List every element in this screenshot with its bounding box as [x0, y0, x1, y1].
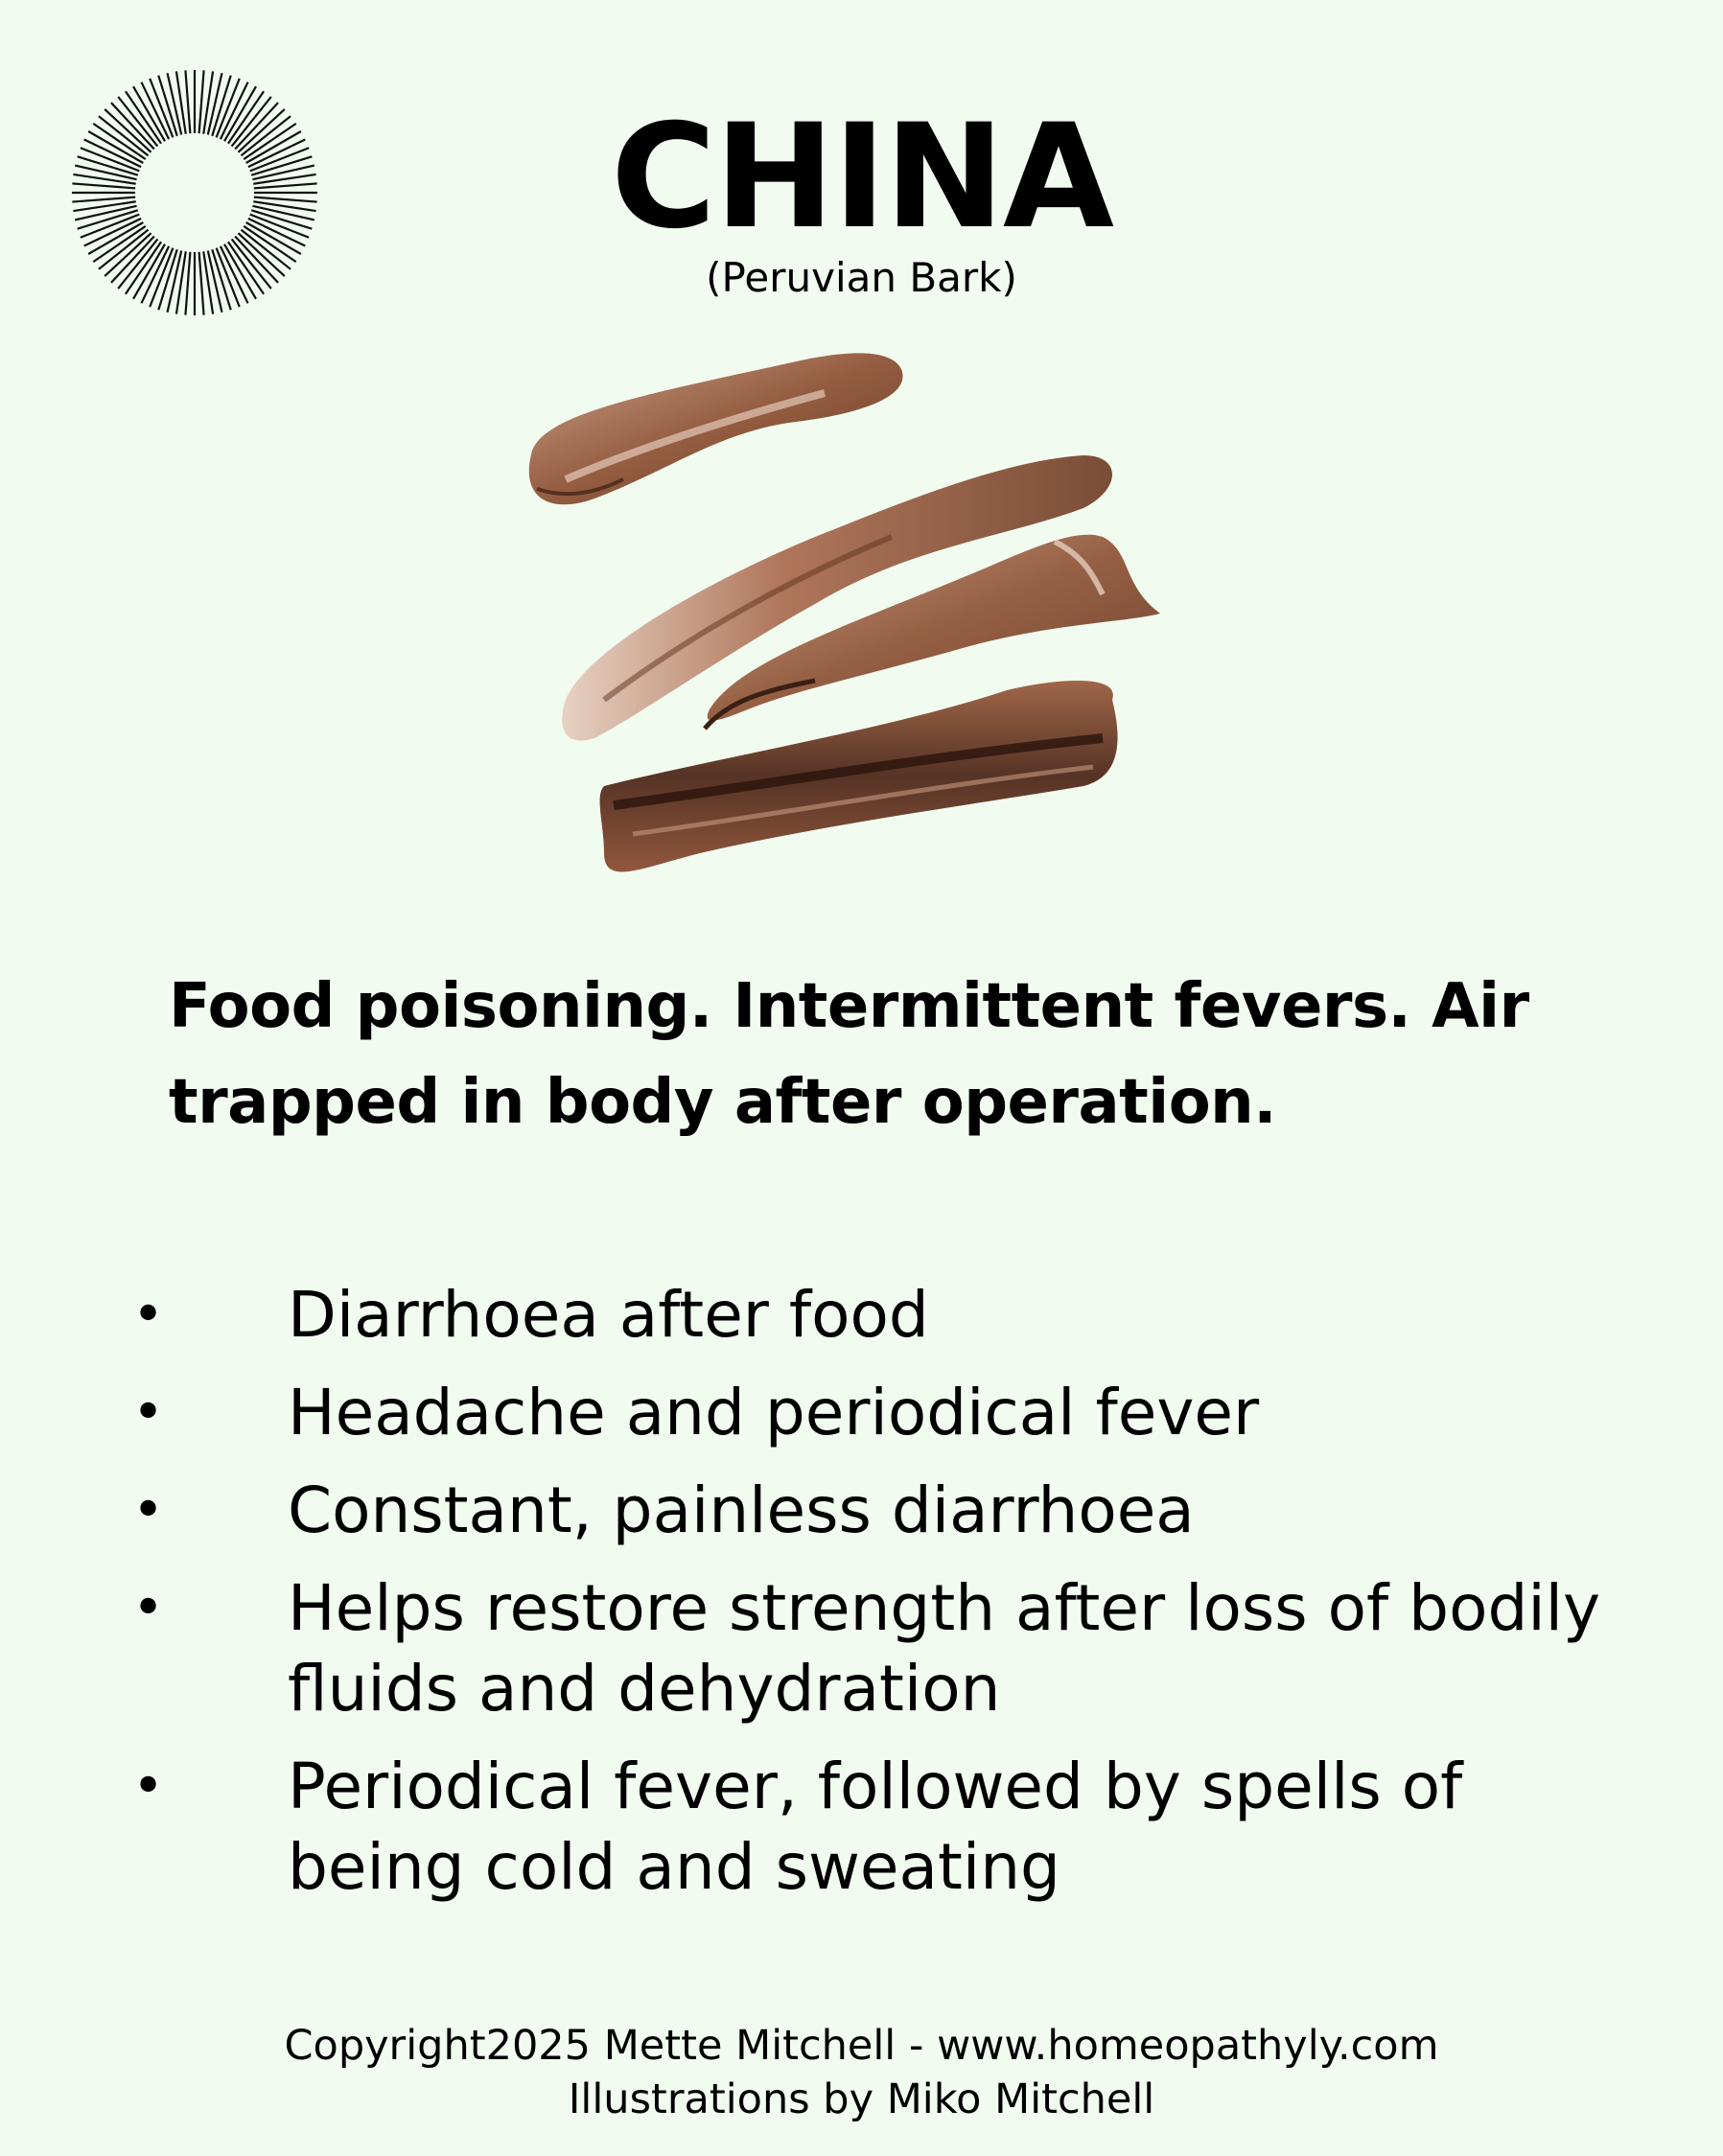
- bullet: •: [132, 1381, 165, 1444]
- list-item-text: Helps restore strength after loss of bodily fluids and dehydration: [288, 1571, 1601, 1726]
- bullet: •: [132, 1284, 165, 1346]
- list-item: [125, 1568, 1659, 1729]
- list-item: [125, 1747, 1659, 1908]
- bullet: •: [132, 1755, 165, 1818]
- bark-stick-1: [529, 353, 903, 504]
- symptom-list: [125, 1275, 1659, 1925]
- list-item-text: Diarrhoea after food: [288, 1278, 929, 1352]
- bark-stick-4: [600, 681, 1118, 871]
- list-item: [125, 1373, 1659, 1453]
- bark-sticks-illustration: [508, 336, 1179, 911]
- page-subtitle: (Peruvian Bark): [706, 254, 1017, 301]
- summary-text: Food poisoning. Intermittent fevers. Air trapped in body after operation.: [169, 971, 1529, 1138]
- list-item-text: Headache and periodical fever: [288, 1376, 1260, 1449]
- footer: [0, 2019, 1723, 2126]
- illustration-credit: Illustrations by Miko Mitchell: [568, 2075, 1155, 2123]
- list-item-text: Constant, painless diarrhoea: [288, 1473, 1195, 1547]
- copyright-text: Copyright2025 Mette Mitchell - www.homeopathyly.com: [284, 2022, 1439, 2070]
- bullet: •: [132, 1479, 165, 1542]
- page-title: CHINA: [610, 94, 1113, 261]
- list-item: [125, 1275, 1659, 1356]
- bullet: •: [132, 1577, 165, 1639]
- list-item-text: Periodical fever, followed by spells of being cold and sweating: [288, 1750, 1463, 1904]
- list-item: [125, 1471, 1659, 1551]
